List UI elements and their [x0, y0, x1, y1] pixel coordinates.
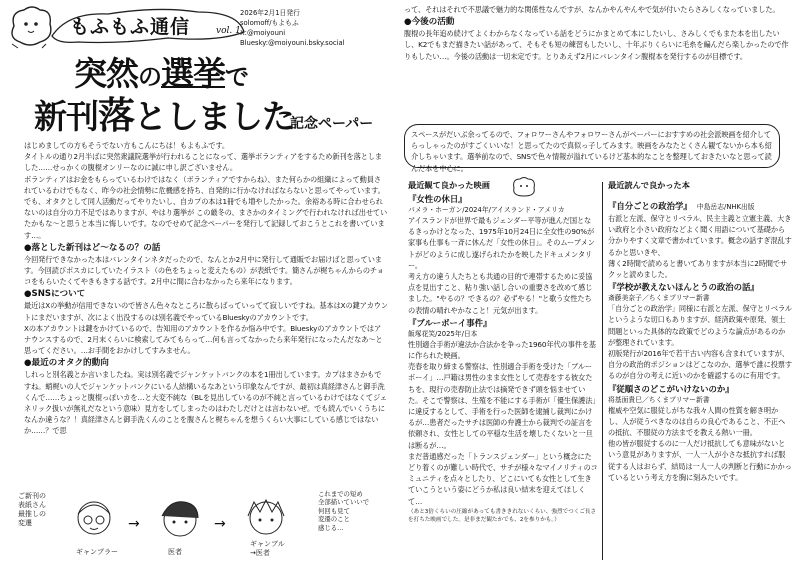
- continued-paragraph: って、それはそれで不思議で魅力的な関係性なんですが、なんかやんやんやで気が付いたらさみしくなっていました。: [404, 5, 780, 14]
- issue-meta: [240, 8, 410, 48]
- doodle-character-gambler-icon: [64, 496, 124, 546]
- doodle-strip: [18, 490, 398, 562]
- intro-paragraph: はじめましての方もそうでない方もこんにちは！もよもふです。 タイトルの通り2月半ばに突然衆議院選挙が行われることになって、選挙ボランティアをするため新刊を落としました……せっかくの腹棍オンリーなのに誠に申し訳ございません。 ボランティアはお金をもらっているわけではなく（ボランティアですからね）、また何らかの組織によって動員されているわけでもなく、昨今の社会情勢に危機感を持ち、自発的に行かなければならないと思ってやっています。でも、オタクとして同人活動だってやりたいし、自カプの本は1冊でも増やしたかった。余裕ある時に合わせられないのは自分の力不足ではありますが、やはり選挙が この厳冬の、まさかのタイミングで行われなければ出せていたかもな～と思うと本当に悔しいです。なのでせめて記念ペーパーを発行して記録しておこうとこれを書いています…。: [24, 141, 388, 240]
- book-1-review: 右派と左派、保守とリベラル、民主主義と立憲主義、大きい政府と小さい政府などよく聞く用語について基礎から分かりやすく文章で書かれています。概念の話すぎ混乱するかと思いきや、 薄く2時間で読めると書いてありますが本当に2時間でサクッと読めました。: [608, 214, 792, 280]
- issue-date: 2026年2月1日発行: [240, 9, 300, 17]
- headline-word-election: 選挙: [161, 54, 225, 93]
- section-heading-sns: ●SNSについて: [24, 289, 86, 300]
- masthead-banner: [48, 6, 248, 46]
- movie-2-note: （あと3倍くらいの圧縮があっても書ききれないくらい、強烈でつくご長さを打ちた映画でした。是非まだ観たかでも、2を参りかも。）: [408, 508, 597, 523]
- recommendation-intro-box: [404, 124, 780, 173]
- bluesky-handle: Bluesky:@moiyouni.bsky.social: [240, 39, 345, 47]
- movies-heading: 最近観て良かった映画: [408, 180, 490, 190]
- headline-particle-no: の: [138, 63, 161, 91]
- headline-subtitle: 記念ペーパー: [290, 116, 374, 132]
- movie-2-title: 『ブルーボーイ事件』: [408, 317, 492, 328]
- right-column-top: [404, 4, 790, 62]
- headline-line2: [34, 96, 294, 137]
- book-3-title: 『従順さのどこがいけないのか』: [608, 383, 734, 394]
- new-book-paragraph: 今回発行できなかった本はバレンタインネタだったので、なんとか2月中に発行して通販でお届けばと思っています。今回読びポスカにしていたイラスト（の色をちょっと変えたもの）が表紙です。簡さんが梶ちゃんからのチョコをもらいたくてやきもきする話です。2月中に間に合わなかったら来年になります。: [24, 254, 384, 287]
- doodle-caption-3: 医者: [168, 548, 182, 556]
- column-divider: [602, 182, 603, 560]
- books-heading: 最近読んで良かった本: [608, 180, 690, 190]
- book-3-meta: 将基面貴巳／ちくまプリマー新書: [608, 395, 710, 404]
- masthead-title: もふもふ通信: [70, 16, 191, 38]
- book-1-meta: 中島岳志/NHK出版: [696, 203, 755, 211]
- headline-word-new-book: 新刊: [34, 97, 98, 136]
- book-1-heading: [608, 194, 792, 213]
- section-heading-otaku: ●最近のオタク的動向: [24, 358, 109, 369]
- doodle-caption-5: これまでの短め 全部描いていいで 何回も見て 変遷のこと 感じる…: [318, 490, 370, 532]
- movie-1-review: アイスランドが世界で最もジェンダー平等が進んだ国となるきっかけとなった、1975年10月24日に全女性の90%が家事も仕事も一斉に休んだ「女性の休日」。そのムーブメントがどのように成し遂げられたかを映したドキュメンタリー。 考え方の違う人たちとも共通の目的で連帯するために妥協点を見出すこと、粘り強い話し合いの重要さを改めて感じました。"やるの？できるの？必ずやる！"と歌う女性たちの表情の晴れやかなこと！元気が出ます。: [408, 216, 595, 315]
- doodle-caption-2: ギャンブラー: [76, 548, 118, 556]
- masthead-vol: vol. 1: [216, 26, 241, 36]
- recommendation-intro-text: スペースがだいぶ余ってるので、フォロワーさんやフォロワーさんがペーパーにおすすめの社会派映画を紹介してらっしゃったのがすごくいいな！と思ってたので真似っ子してみます。映画をみなたとくさん観てないから本も紹介しちゃいます。選挙前なので、SNSで色々情報が溢れているけど基本的なことを整理しておきたいなと思って読んだ本を中心に。: [411, 130, 772, 173]
- book-2-title: 『学校が教えないほんとうの政治の話』: [608, 282, 759, 293]
- book-3-review: 権威や空気に服従しがちな我々人間の性質を解き明かし、人が従うべきなのは自らの良心であること、不正への抵抗、不服従の方法までを教える熱い一冊。 他の皆が服従するのに一人だけ抵抗しても意味がないという意見がありますが、一人一人が小さな抵抗すれば服従する人はおらず、結局は一人一人の判断と行動にかかっているという考え方を胸に刻みたいです。: [608, 405, 792, 482]
- movie-2-meta: 飯塚花笑/2025年/日本: [408, 329, 478, 338]
- headline-particle-de: で: [225, 63, 248, 91]
- plans-paragraph: 腹棍の長年追め続けてよくわからなくなっている話をどうにかまとめて本にしたいし、さみしくでもまた本を出したいし、K2でもまだ描きたい話があって、そもそも短の練習もしたいし、十年ぶりくらいに毛糸を編んだら楽しかったので作りもしたい…。今後の活動は一切未定です。とりあえず2月にバレンタイン腹棍本を発行するのが目標です。: [404, 29, 789, 61]
- arrow-right-icon-2: →: [214, 516, 226, 532]
- sns-paragraph: 最近はXの挙動が信用できないので皆さん色々なところに散らばっていってて寂しいですね。基本はXの鍵アカウントにまだいますが、次によく出没するのは別名義でやっているBlueskyのアカウントです。 Xの本アカウントは鍵をかけているので、告知用のアカウントを作るか悩み中です。Blueskyのアカウントではアナウンスするので、2月末くらいに検索してみてもらって…何も言ってなかったら来年発行になったんだなあ～と思ってください。…お手間をおかけしてすみません。: [24, 301, 388, 356]
- section-heading-new-book: ●落とした新刊はど～なるの？の話: [24, 242, 161, 253]
- headline-word-shimashita: としました: [134, 97, 294, 136]
- doodle-caption-4: ギャンブル →医者: [250, 540, 285, 557]
- doodle-character-doctor-icon: [150, 496, 210, 546]
- book-1-title: 『自分ごとの政治学』: [608, 201, 692, 211]
- headline-word-sudden: 突然: [74, 54, 138, 93]
- movie-1-title: 『女性の休日』: [408, 194, 467, 204]
- headline-line1: [74, 54, 248, 97]
- doodle-caption-1: ご新刊の 表紙さん 最推しの 変遷: [18, 492, 46, 527]
- book-2-review: 「自分ごとの政治学」同様に右派と左派、保守とリベラルというような切口もありますが、経済政策や原発、領土問題といった具体的な政策でどのような論点があるのかが整理されています。 初版発行が2016年で若干古い内容も含まれていますが、自分の政治的ポジションはどこなのか、選挙で誰に投票するのが自分の考えに近いのかを確認するのに有用です。: [608, 304, 792, 381]
- author-name: solomoff/もよもふ: [240, 19, 299, 27]
- doodle-character-mixed-icon: [236, 494, 296, 544]
- arrow-right-icon: →: [128, 516, 140, 532]
- x-handle: X:@moiyouni: [240, 29, 286, 37]
- left-column: [24, 140, 388, 437]
- movie-1-meta: パメラ・ホーガン/2024年/アイスランド・アメリカ: [408, 206, 565, 214]
- book-2-meta: 斎藤美奈子／ちくまプリマー新書: [608, 294, 710, 303]
- headline-word-drop: 落: [98, 94, 134, 137]
- movies-column: [408, 180, 598, 524]
- otaku-paragraph: しれっと別名義とか言いましたね。実は別名義でジャンケットバンクの本を1冊出しています。カプはまさかもですね。蛸梶いの人でジャンケットバンクにいる人結構いるなあという印象なんですが、最初は真経津さんと御手洗くんで……ちょっと腹棍っぽいカを…と大変不純な（BLを見出しているのが不純と言っているわけではなくてジェネリック扱いが無礼だなという意味）見方をしてしまったのはわたしだけとは言わないぜ。でも続んでいくうちになんか違うな？！真経津さんと御手洗くんのことを腹さんと梶ちゃんを想うくらい大事にしている感じではないか……？で思: [24, 370, 387, 436]
- section-heading-plans: ●今後の活動: [404, 17, 455, 28]
- mascot-doodle-icon: [510, 176, 538, 198]
- books-column: [608, 180, 792, 483]
- movie-2-review: 性別適合手術が違法か合法かを争った1960年代の事件を基に作られた映画。 売春を取り締まる警察は、性別適合手術を受けた「ブルーボーイ」…戸籍は男性のまま女性として売春をする彼女たちを、現行の売春防止法では摘発できず頭を悩ませていた。そこで警察は、生殖を不能にする手術が「優生保護法」に違反するとして、手術を行った医師を逮捕し裁判にかけるが…患者だったサチは医師の弁護士から裁判での証言を依頼され、女性としての平穏な生活を壊したくないと一旦は断るが…。 まだ普通感だった「トランスジェンダー」という概念にたどり着くのが難しい時代で、サチが様々なマイノリティのコミュニティを点々としたり、どこにいても女性として生きていこうという姿にどうか私は良い結末を迎えてほしくて…: [408, 339, 598, 506]
